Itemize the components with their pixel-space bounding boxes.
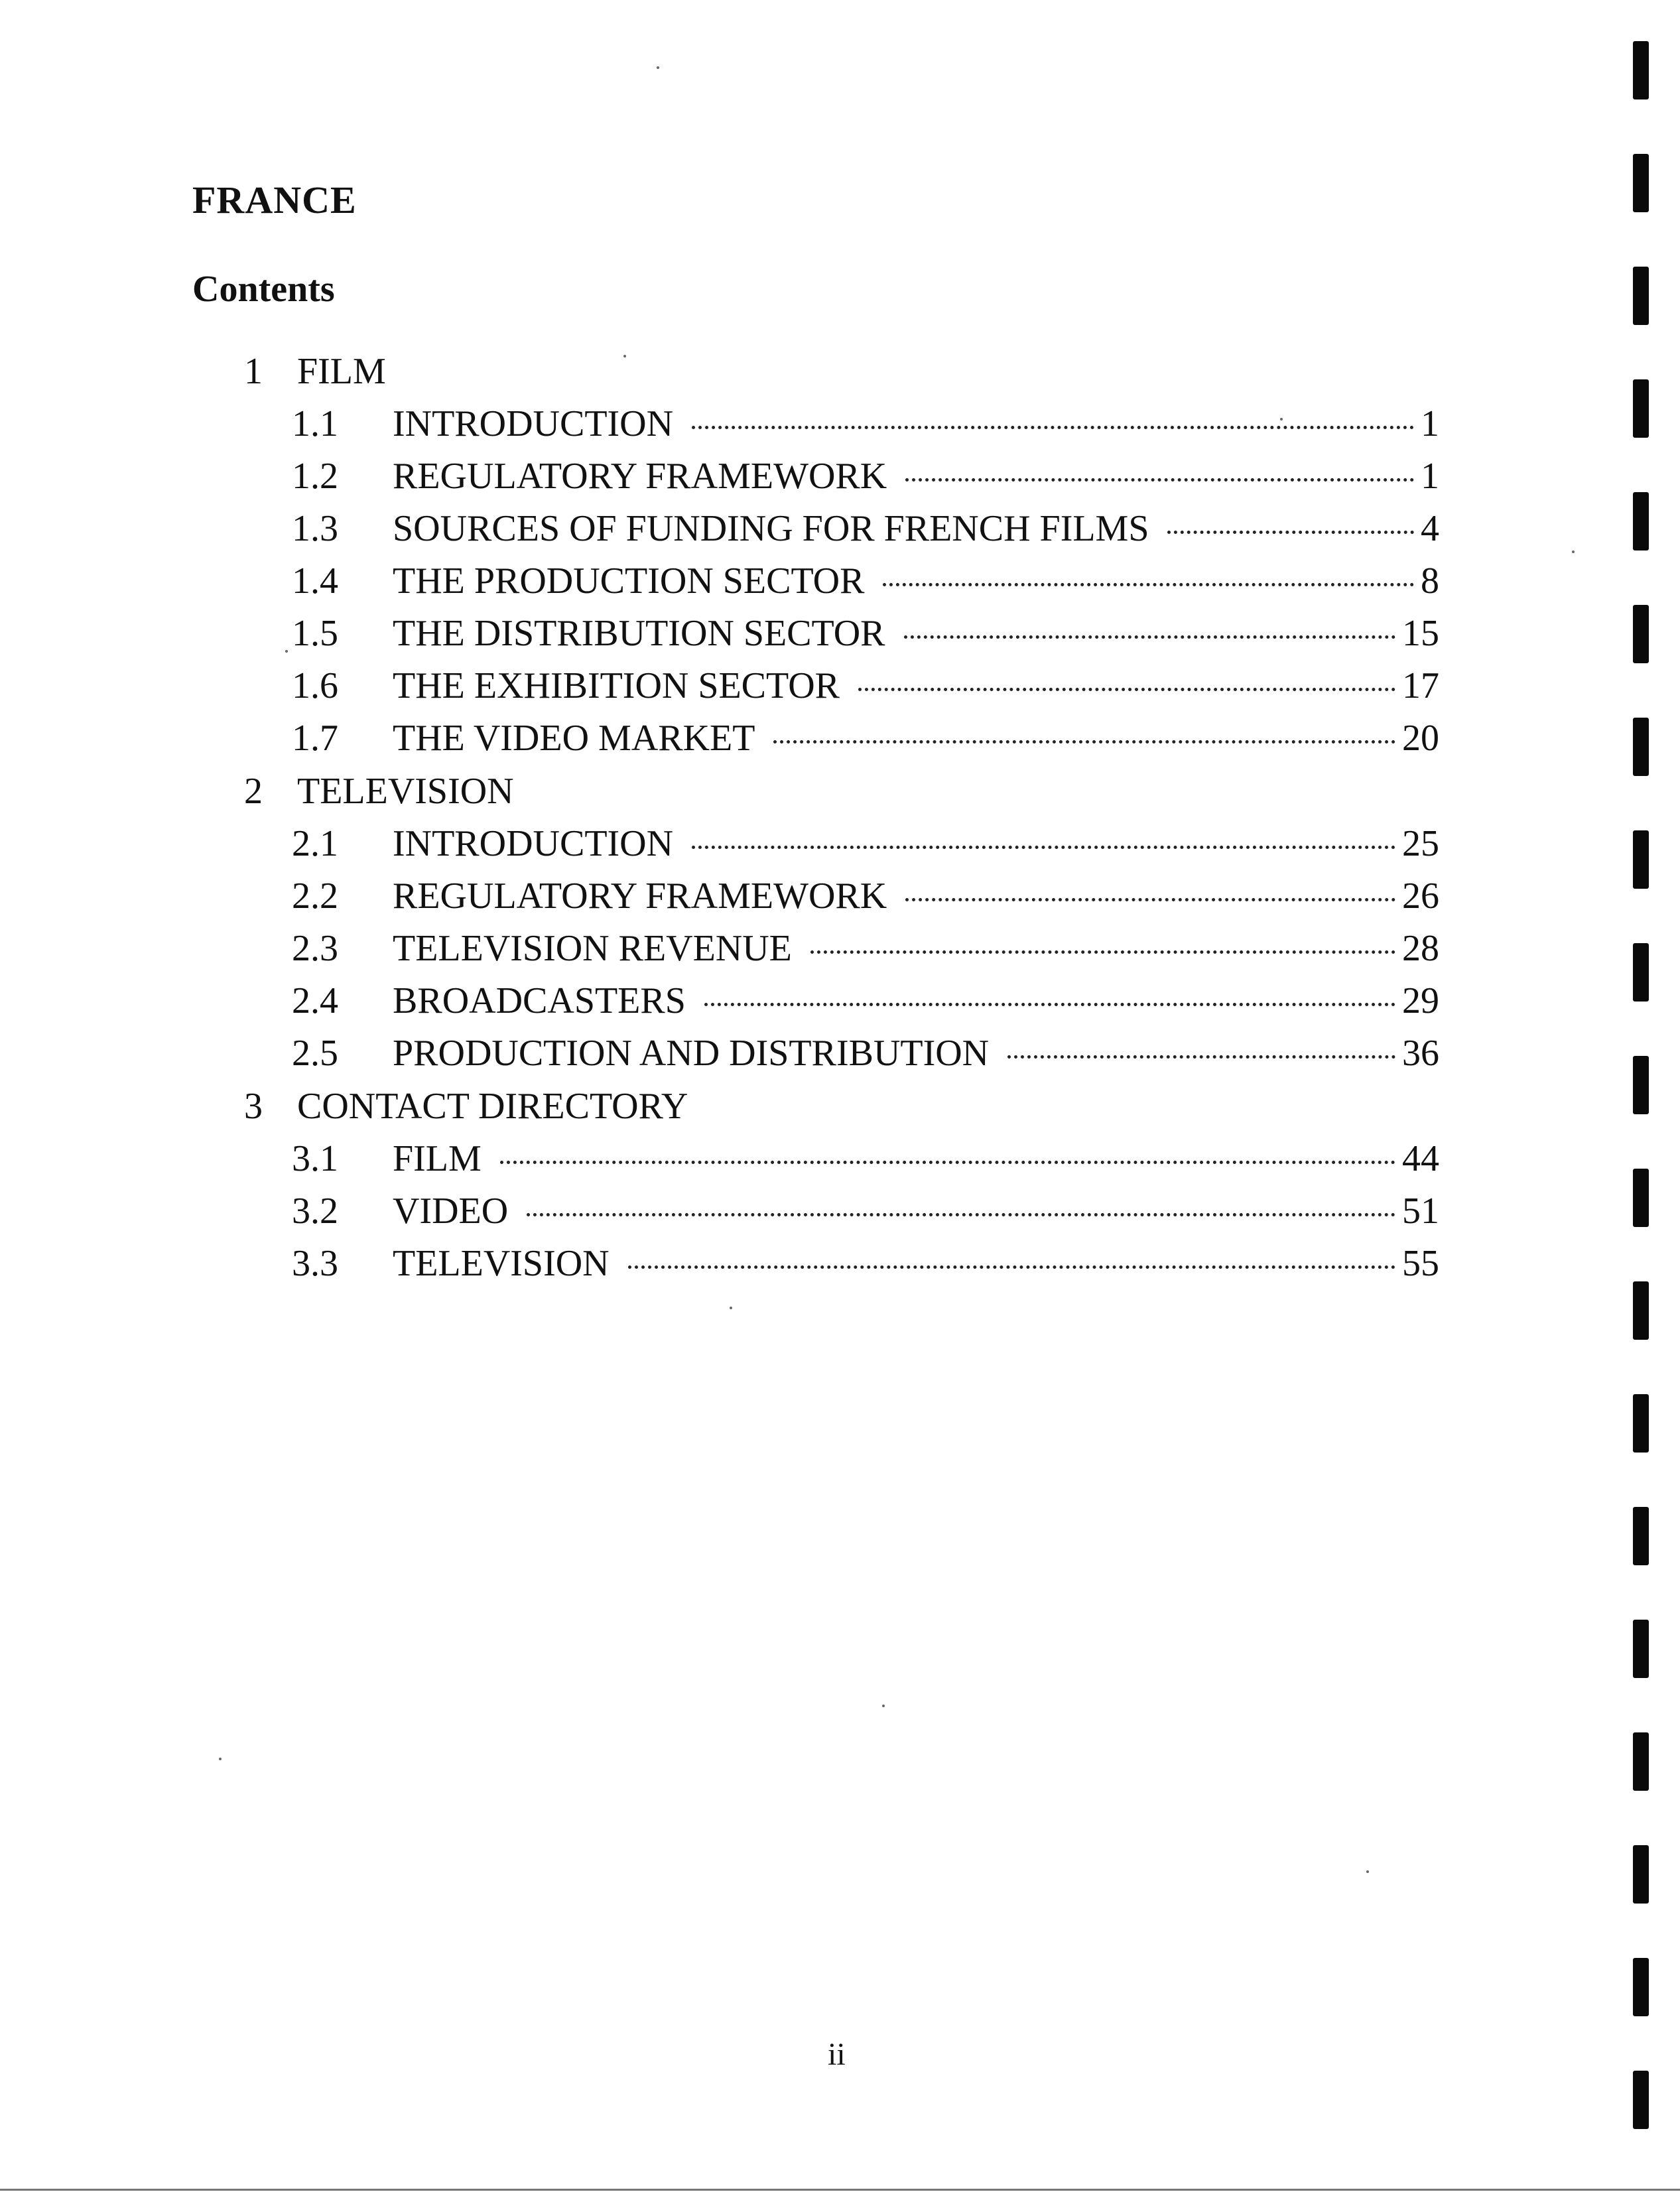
scan-speck <box>882 1705 885 1707</box>
section-number: 2.1 <box>292 823 338 864</box>
section-title: FILM <box>393 1138 482 1179</box>
toc-chapter-film <box>239 345 1439 398</box>
toc-entry <box>239 870 1439 923</box>
dot-leader <box>858 688 1395 691</box>
chapter-number: 2 <box>244 771 263 812</box>
scan-speck <box>1572 550 1575 553</box>
section-title: BROADCASTERS <box>393 980 686 1021</box>
section-title: VIDEO <box>393 1191 509 1232</box>
section-title: INTRODUCTION <box>393 403 674 444</box>
section-title: REGULATORY FRAMEWORK <box>393 456 887 497</box>
toc-entry <box>239 555 1439 608</box>
scan-speck <box>219 1758 222 1760</box>
section-page-number: 26 <box>1402 875 1439 917</box>
binding-hole <box>1633 1169 1649 1227</box>
table-of-contents <box>239 345 1439 1290</box>
binding-hole <box>1633 943 1649 1002</box>
toc-chapter-television <box>239 765 1439 818</box>
binding-hole <box>1633 41 1649 99</box>
section-page-number: 44 <box>1402 1138 1439 1179</box>
section-number: 1.7 <box>292 718 338 759</box>
toc-entry <box>239 975 1439 1027</box>
toc-entry <box>239 1185 1439 1238</box>
binding-hole <box>1633 2071 1649 2129</box>
binding-hole <box>1633 605 1649 663</box>
toc-entry <box>239 503 1439 555</box>
scan-speck <box>730 1307 732 1309</box>
scan-speck <box>1366 1870 1369 1873</box>
chapter-number: 1 <box>244 351 263 392</box>
section-number: 3.2 <box>292 1191 338 1232</box>
binding-hole <box>1633 267 1649 325</box>
section-page-number: 36 <box>1402 1033 1439 1074</box>
binding-hole <box>1633 718 1649 776</box>
dot-leader <box>905 478 1414 482</box>
section-number: 1.5 <box>292 613 338 654</box>
binding-hole <box>1633 1845 1649 1904</box>
binding-hole <box>1633 492 1649 550</box>
dot-leader <box>704 1003 1395 1006</box>
binding-hole <box>1633 1958 1649 2016</box>
binding-hole <box>1633 1056 1649 1114</box>
section-number: 1.3 <box>292 508 338 549</box>
section-title: THE DISTRIBUTION SECTOR <box>393 613 885 654</box>
section-number: 2.4 <box>292 980 338 1021</box>
section-title: TELEVISION <box>393 1243 610 1284</box>
section-title: REGULATORY FRAMEWORK <box>393 875 887 917</box>
section-title: SOURCES OF FUNDING FOR FRENCH FILMS <box>393 508 1149 549</box>
contents-heading: Contents <box>192 269 335 310</box>
section-title: TELEVISION REVENUE <box>393 928 792 969</box>
section-number: 2.3 <box>292 928 338 969</box>
binding-holes-strip <box>1633 0 1653 2200</box>
section-number: 3.1 <box>292 1138 338 1179</box>
section-title: THE PRODUCTION SECTOR <box>393 560 865 602</box>
dot-leader <box>1167 531 1414 534</box>
dot-leader <box>628 1265 1395 1269</box>
binding-hole <box>1633 154 1649 212</box>
section-number: 1.2 <box>292 456 338 497</box>
binding-hole <box>1633 1620 1649 1678</box>
toc-entry <box>239 1238 1439 1290</box>
toc-entry <box>239 450 1439 503</box>
page-number-footer: ii <box>828 2037 846 2072</box>
section-title: THE EXHIBITION SECTOR <box>393 665 840 706</box>
section-page-number: 17 <box>1402 665 1439 706</box>
section-page-number: 51 <box>1402 1191 1439 1232</box>
section-page-number: 20 <box>1402 718 1439 759</box>
toc-entry <box>239 1027 1439 1080</box>
chapter-title: FILM <box>297 351 386 392</box>
scan-speck <box>657 66 659 69</box>
section-page-number: 25 <box>1402 823 1439 864</box>
toc-entry <box>239 608 1439 660</box>
chapter-number: 3 <box>244 1086 263 1127</box>
section-page-number: 28 <box>1402 928 1439 969</box>
section-number: 2.2 <box>292 875 338 917</box>
section-number: 2.5 <box>292 1033 338 1074</box>
section-number: 3.3 <box>292 1243 338 1284</box>
section-page-number: 8 <box>1421 560 1439 602</box>
chapter-title: CONTACT DIRECTORY <box>297 1086 688 1127</box>
dot-leader <box>692 426 1414 429</box>
chapter-title: TELEVISION <box>297 771 514 812</box>
scan-bottom-edge <box>0 2189 1680 2191</box>
dot-leader <box>773 740 1395 744</box>
scan-speck <box>1280 418 1283 421</box>
binding-hole <box>1633 379 1649 438</box>
dot-leader <box>810 950 1395 954</box>
section-page-number: 1 <box>1421 403 1439 444</box>
binding-hole <box>1633 1394 1649 1453</box>
toc-entry <box>239 398 1439 450</box>
section-number: 1.4 <box>292 560 338 602</box>
section-page-number: 29 <box>1402 980 1439 1021</box>
toc-entry <box>239 712 1439 765</box>
dot-leader <box>905 898 1395 901</box>
toc-entry <box>239 660 1439 712</box>
dot-leader <box>527 1213 1395 1216</box>
section-page-number: 15 <box>1402 613 1439 654</box>
section-title: PRODUCTION AND DISTRIBUTION <box>393 1033 990 1074</box>
binding-hole <box>1633 1281 1649 1340</box>
dot-leader <box>1007 1055 1395 1059</box>
country-title: FRANCE <box>192 178 357 222</box>
toc-chapter-contact-directory <box>239 1080 1439 1133</box>
dot-leader <box>904 635 1395 639</box>
section-title: THE VIDEO MARKET <box>393 718 755 759</box>
toc-entry <box>239 1133 1439 1185</box>
toc-entry <box>239 818 1439 870</box>
scan-speck <box>285 650 288 653</box>
binding-hole <box>1633 830 1649 889</box>
binding-hole <box>1633 1732 1649 1791</box>
section-page-number: 1 <box>1421 456 1439 497</box>
dot-leader <box>883 583 1414 586</box>
dot-leader <box>500 1161 1395 1164</box>
binding-hole <box>1633 1507 1649 1565</box>
scan-speck <box>623 355 626 357</box>
toc-entry <box>239 923 1439 975</box>
section-number: 1.6 <box>292 665 338 706</box>
dot-leader <box>692 846 1395 849</box>
section-page-number: 55 <box>1402 1243 1439 1284</box>
section-page-number: 4 <box>1421 508 1439 549</box>
section-title: INTRODUCTION <box>393 823 674 864</box>
section-number: 1.1 <box>292 403 338 444</box>
